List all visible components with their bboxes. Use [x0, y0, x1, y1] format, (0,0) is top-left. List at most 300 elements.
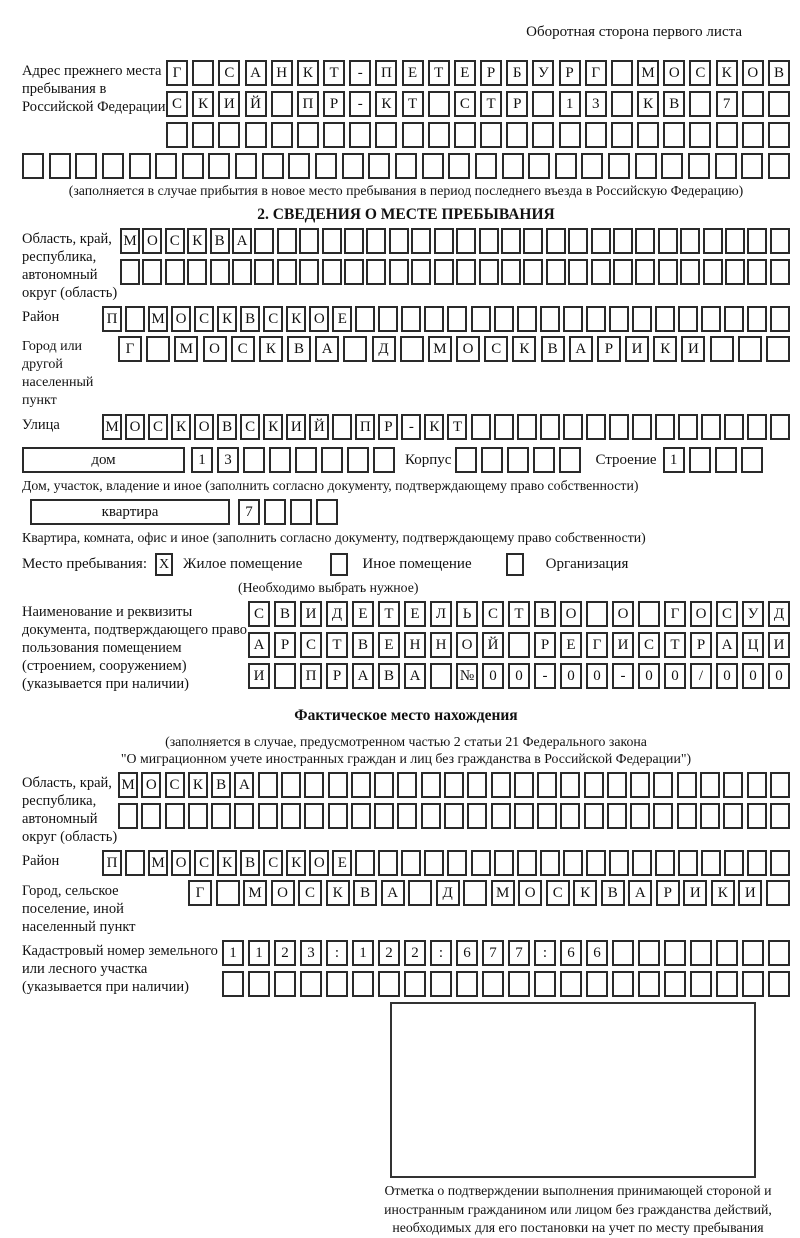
char-box[interactable]: С: [248, 601, 270, 627]
char-box[interactable]: И: [738, 880, 762, 906]
char-box[interactable]: [655, 414, 675, 440]
char-box[interactable]: [210, 259, 230, 285]
char-box[interactable]: [532, 122, 554, 148]
char-box[interactable]: П: [102, 850, 122, 876]
char-box[interactable]: [351, 772, 371, 798]
char-box[interactable]: [546, 228, 566, 254]
char-box[interactable]: С: [484, 336, 508, 362]
char-box[interactable]: [700, 803, 720, 829]
char-box[interactable]: А: [232, 228, 252, 254]
char-box[interactable]: [742, 122, 764, 148]
char-box[interactable]: Т: [447, 414, 467, 440]
char-box[interactable]: К: [512, 336, 536, 362]
char-box[interactable]: [182, 153, 204, 179]
char-box[interactable]: [344, 228, 364, 254]
char-box[interactable]: [585, 122, 607, 148]
char-box[interactable]: С: [165, 228, 185, 254]
char-box[interactable]: 6: [586, 940, 608, 966]
char-box[interactable]: [723, 772, 743, 798]
char-box[interactable]: [456, 971, 478, 997]
char-box[interactable]: [404, 971, 426, 997]
char-box[interactable]: [421, 803, 441, 829]
char-box[interactable]: [373, 447, 395, 473]
char-box[interactable]: Л: [430, 601, 452, 627]
char-box[interactable]: [428, 91, 450, 117]
char-box[interactable]: [560, 772, 580, 798]
char-box[interactable]: [430, 971, 452, 997]
char-box[interactable]: И: [286, 414, 306, 440]
char-box[interactable]: [637, 122, 659, 148]
char-box[interactable]: С: [165, 772, 185, 798]
char-box[interactable]: Т: [508, 601, 530, 627]
char-box[interactable]: [770, 228, 790, 254]
char-box[interactable]: И: [681, 336, 705, 362]
char-box[interactable]: [701, 306, 721, 332]
char-box[interactable]: [677, 772, 697, 798]
char-box[interactable]: Т: [323, 60, 345, 86]
char-box[interactable]: [591, 228, 611, 254]
char-box[interactable]: 6: [560, 940, 582, 966]
char-box[interactable]: [125, 306, 145, 332]
char-box[interactable]: Р: [597, 336, 621, 362]
char-box[interactable]: К: [711, 880, 735, 906]
char-box[interactable]: О: [612, 601, 634, 627]
char-box[interactable]: О: [690, 601, 712, 627]
char-box[interactable]: М: [243, 880, 267, 906]
char-box[interactable]: 2: [404, 940, 426, 966]
char-box[interactable]: Н: [271, 60, 293, 86]
char-box[interactable]: [434, 259, 454, 285]
char-box[interactable]: Д: [436, 880, 460, 906]
char-box[interactable]: А: [404, 663, 426, 689]
char-box[interactable]: [322, 228, 342, 254]
char-box[interactable]: [352, 971, 374, 997]
char-box[interactable]: [747, 772, 767, 798]
char-box[interactable]: Д: [372, 336, 396, 362]
char-box[interactable]: [281, 803, 301, 829]
char-box[interactable]: Г: [188, 880, 212, 906]
char-box[interactable]: [332, 414, 352, 440]
char-box[interactable]: [661, 153, 683, 179]
char-box[interactable]: В: [274, 601, 296, 627]
char-box[interactable]: О: [141, 772, 161, 798]
char-box[interactable]: Г: [586, 632, 608, 658]
char-box[interactable]: В: [211, 772, 231, 798]
char-box[interactable]: [75, 153, 97, 179]
char-box[interactable]: О: [171, 850, 191, 876]
char-box[interactable]: [481, 447, 503, 473]
char-box[interactable]: [222, 971, 244, 997]
char-box[interactable]: [142, 259, 162, 285]
char-box[interactable]: [560, 971, 582, 997]
char-box[interactable]: [456, 228, 476, 254]
char-box[interactable]: -: [349, 60, 371, 86]
char-box[interactable]: К: [424, 414, 444, 440]
char-box[interactable]: [766, 336, 790, 362]
char-box[interactable]: И: [683, 880, 707, 906]
char-box[interactable]: М: [174, 336, 198, 362]
char-box[interactable]: И: [300, 601, 322, 627]
char-box[interactable]: И: [612, 632, 634, 658]
char-box[interactable]: А: [315, 336, 339, 362]
char-box[interactable]: [546, 259, 566, 285]
char-box[interactable]: [454, 122, 476, 148]
char-box[interactable]: [612, 940, 634, 966]
char-box[interactable]: [700, 772, 720, 798]
char-box[interactable]: [768, 91, 790, 117]
char-box[interactable]: К: [259, 336, 283, 362]
char-box[interactable]: -: [349, 91, 371, 117]
char-box[interactable]: 0: [768, 663, 790, 689]
char-box[interactable]: [428, 122, 450, 148]
char-box[interactable]: [49, 153, 71, 179]
char-box[interactable]: [129, 153, 151, 179]
char-box[interactable]: В: [210, 228, 230, 254]
char-box[interactable]: [424, 850, 444, 876]
char-box[interactable]: [262, 153, 284, 179]
char-box[interactable]: [710, 336, 734, 362]
char-box[interactable]: [430, 663, 452, 689]
char-box[interactable]: С: [298, 880, 322, 906]
char-box[interactable]: Г: [118, 336, 142, 362]
char-box[interactable]: У: [742, 601, 764, 627]
char-box[interactable]: [271, 91, 293, 117]
char-box[interactable]: [523, 228, 543, 254]
char-box[interactable]: [290, 499, 312, 525]
char-box[interactable]: А: [381, 880, 405, 906]
char-box[interactable]: [517, 850, 537, 876]
char-box[interactable]: [248, 971, 270, 997]
char-box[interactable]: Р: [559, 60, 581, 86]
char-box[interactable]: [664, 971, 686, 997]
char-box[interactable]: [559, 122, 581, 148]
char-box[interactable]: [389, 228, 409, 254]
char-box[interactable]: [540, 850, 560, 876]
char-box[interactable]: [741, 447, 763, 473]
char-box[interactable]: [297, 122, 319, 148]
char-box[interactable]: У: [532, 60, 554, 86]
char-box[interactable]: [448, 153, 470, 179]
char-box[interactable]: [723, 803, 743, 829]
char-box[interactable]: [271, 122, 293, 148]
char-box[interactable]: К: [326, 880, 350, 906]
char-box[interactable]: Р: [480, 60, 502, 86]
char-box[interactable]: [315, 153, 337, 179]
char-box[interactable]: О: [271, 880, 295, 906]
char-box[interactable]: К: [286, 306, 306, 332]
char-box[interactable]: [609, 850, 629, 876]
char-box[interactable]: [586, 971, 608, 997]
char-box[interactable]: 1: [222, 940, 244, 966]
char-box[interactable]: [281, 772, 301, 798]
char-box[interactable]: [374, 803, 394, 829]
char-box[interactable]: [321, 447, 343, 473]
char-box[interactable]: 2: [274, 940, 296, 966]
char-box[interactable]: 1: [352, 940, 374, 966]
char-box[interactable]: М: [148, 306, 168, 332]
char-box[interactable]: К: [187, 228, 207, 254]
char-box[interactable]: [638, 971, 660, 997]
char-box[interactable]: [408, 880, 432, 906]
char-box[interactable]: [689, 91, 711, 117]
char-box[interactable]: [690, 971, 712, 997]
char-box[interactable]: [378, 306, 398, 332]
char-box[interactable]: [533, 447, 555, 473]
char-box[interactable]: И: [625, 336, 649, 362]
char-box[interactable]: Ь: [456, 601, 478, 627]
char-box[interactable]: Р: [534, 632, 556, 658]
char-box[interactable]: О: [663, 60, 685, 86]
char-box[interactable]: [494, 306, 514, 332]
char-box[interactable]: [401, 850, 421, 876]
char-box[interactable]: [612, 971, 634, 997]
char-box[interactable]: [192, 122, 214, 148]
char-box[interactable]: [540, 306, 560, 332]
char-box[interactable]: С: [482, 601, 504, 627]
char-box[interactable]: С: [689, 60, 711, 86]
char-box[interactable]: О: [194, 414, 214, 440]
char-box[interactable]: [770, 803, 790, 829]
char-box[interactable]: Б: [506, 60, 528, 86]
char-box[interactable]: [517, 414, 537, 440]
char-box[interactable]: 1: [191, 447, 213, 473]
char-box[interactable]: К: [716, 60, 738, 86]
char-box[interactable]: [677, 803, 697, 829]
char-box[interactable]: [506, 122, 528, 148]
char-box[interactable]: [366, 259, 386, 285]
char-box[interactable]: О: [456, 336, 480, 362]
char-box[interactable]: [395, 153, 417, 179]
char-box[interactable]: [607, 803, 627, 829]
char-box[interactable]: [434, 228, 454, 254]
char-box[interactable]: М: [148, 850, 168, 876]
char-box[interactable]: [724, 306, 744, 332]
char-box[interactable]: [378, 850, 398, 876]
char-box[interactable]: С: [716, 601, 738, 627]
char-box[interactable]: [635, 259, 655, 285]
char-box[interactable]: С: [194, 306, 214, 332]
char-box[interactable]: :: [326, 940, 348, 966]
char-box[interactable]: [703, 228, 723, 254]
checkbox-inoe[interactable]: [330, 553, 348, 576]
char-box[interactable]: Е: [560, 632, 582, 658]
char-box[interactable]: [295, 447, 317, 473]
char-box[interactable]: [635, 153, 657, 179]
char-box[interactable]: О: [125, 414, 145, 440]
char-box[interactable]: [401, 306, 421, 332]
char-box[interactable]: [471, 850, 491, 876]
char-box[interactable]: [747, 803, 767, 829]
apartment-type-input[interactable]: квартира: [30, 499, 230, 525]
char-box[interactable]: [188, 803, 208, 829]
char-box[interactable]: [701, 850, 721, 876]
char-box[interactable]: Н: [430, 632, 452, 658]
char-box[interactable]: Г: [585, 60, 607, 86]
char-box[interactable]: [397, 803, 417, 829]
char-box[interactable]: 7: [482, 940, 504, 966]
char-box[interactable]: 2: [378, 940, 400, 966]
char-box[interactable]: [770, 259, 790, 285]
char-box[interactable]: [444, 803, 464, 829]
char-box[interactable]: [690, 940, 712, 966]
char-box[interactable]: [328, 772, 348, 798]
char-box[interactable]: [501, 259, 521, 285]
char-box[interactable]: /: [690, 663, 712, 689]
char-box[interactable]: К: [637, 91, 659, 117]
char-box[interactable]: [463, 880, 487, 906]
char-box[interactable]: Р: [274, 632, 296, 658]
char-box[interactable]: [638, 601, 660, 627]
char-box[interactable]: [378, 971, 400, 997]
char-box[interactable]: [235, 153, 257, 179]
char-box[interactable]: В: [768, 60, 790, 86]
char-box[interactable]: [537, 772, 557, 798]
char-box[interactable]: [342, 153, 364, 179]
char-box[interactable]: [323, 122, 345, 148]
char-box[interactable]: П: [355, 414, 375, 440]
char-box[interactable]: С: [231, 336, 255, 362]
char-box[interactable]: [653, 772, 673, 798]
char-box[interactable]: О: [171, 306, 191, 332]
char-box[interactable]: [532, 91, 554, 117]
char-box[interactable]: С: [194, 850, 214, 876]
char-box[interactable]: [591, 259, 611, 285]
char-box[interactable]: В: [663, 91, 685, 117]
char-box[interactable]: [374, 772, 394, 798]
char-box[interactable]: 0: [508, 663, 530, 689]
char-box[interactable]: [411, 228, 431, 254]
char-box[interactable]: [165, 259, 185, 285]
char-box[interactable]: [347, 447, 369, 473]
char-box[interactable]: В: [240, 306, 260, 332]
char-box[interactable]: [467, 803, 487, 829]
char-box[interactable]: 3: [585, 91, 607, 117]
char-box[interactable]: 6: [456, 940, 478, 966]
char-box[interactable]: [120, 259, 140, 285]
char-box[interactable]: [724, 850, 744, 876]
char-box[interactable]: [471, 306, 491, 332]
char-box[interactable]: [274, 971, 296, 997]
char-box[interactable]: В: [217, 414, 237, 440]
char-box[interactable]: [586, 601, 608, 627]
char-box[interactable]: [560, 803, 580, 829]
char-box[interactable]: [389, 259, 409, 285]
char-box[interactable]: Р: [378, 414, 398, 440]
char-box[interactable]: В: [541, 336, 565, 362]
char-box[interactable]: [146, 336, 170, 362]
char-box[interactable]: [766, 880, 790, 906]
char-box[interactable]: М: [118, 772, 138, 798]
char-box[interactable]: 3: [217, 447, 239, 473]
checkbox-organizaciya[interactable]: [506, 553, 524, 576]
char-box[interactable]: 7: [238, 499, 260, 525]
char-box[interactable]: [716, 971, 738, 997]
char-box[interactable]: О: [518, 880, 542, 906]
char-box[interactable]: [523, 259, 543, 285]
char-box[interactable]: [607, 772, 627, 798]
char-box[interactable]: С: [454, 91, 476, 117]
char-box[interactable]: К: [573, 880, 597, 906]
char-box[interactable]: [635, 228, 655, 254]
char-box[interactable]: [689, 122, 711, 148]
char-box[interactable]: [479, 228, 499, 254]
char-box[interactable]: Е: [378, 632, 400, 658]
char-box[interactable]: А: [248, 632, 270, 658]
char-box[interactable]: И: [218, 91, 240, 117]
char-box[interactable]: [479, 259, 499, 285]
char-box[interactable]: [299, 259, 319, 285]
char-box[interactable]: [688, 153, 710, 179]
char-box[interactable]: 0: [716, 663, 738, 689]
char-box[interactable]: [322, 259, 342, 285]
char-box[interactable]: К: [286, 850, 306, 876]
char-box[interactable]: Е: [404, 601, 426, 627]
char-box[interactable]: [344, 259, 364, 285]
char-box[interactable]: [680, 228, 700, 254]
char-box[interactable]: [563, 414, 583, 440]
char-box[interactable]: Н: [404, 632, 426, 658]
char-box[interactable]: [741, 153, 763, 179]
char-box[interactable]: 0: [586, 663, 608, 689]
char-box[interactable]: [724, 414, 744, 440]
char-box[interactable]: Г: [664, 601, 686, 627]
house-type-input[interactable]: дом: [22, 447, 185, 473]
char-box[interactable]: [444, 772, 464, 798]
char-box[interactable]: [770, 772, 790, 798]
char-box[interactable]: С: [300, 632, 322, 658]
char-box[interactable]: [678, 414, 698, 440]
char-box[interactable]: Т: [480, 91, 502, 117]
char-box[interactable]: С: [638, 632, 660, 658]
char-box[interactable]: Т: [428, 60, 450, 86]
char-box[interactable]: [508, 632, 530, 658]
char-box[interactable]: М: [491, 880, 515, 906]
char-box[interactable]: В: [601, 880, 625, 906]
char-box[interactable]: -: [534, 663, 556, 689]
char-box[interactable]: -: [612, 663, 634, 689]
char-box[interactable]: [349, 122, 371, 148]
char-box[interactable]: [502, 153, 524, 179]
char-box[interactable]: [611, 60, 633, 86]
char-box[interactable]: Т: [664, 632, 686, 658]
char-box[interactable]: [716, 122, 738, 148]
char-box[interactable]: [456, 259, 476, 285]
char-box[interactable]: [517, 306, 537, 332]
char-box[interactable]: [494, 414, 514, 440]
char-box[interactable]: [118, 803, 138, 829]
char-box[interactable]: [422, 153, 444, 179]
char-box[interactable]: [254, 259, 274, 285]
char-box[interactable]: Е: [454, 60, 476, 86]
char-box[interactable]: В: [352, 632, 374, 658]
char-box[interactable]: П: [375, 60, 397, 86]
char-box[interactable]: [514, 772, 534, 798]
char-box[interactable]: [424, 306, 444, 332]
char-box[interactable]: [555, 153, 577, 179]
char-box[interactable]: С: [546, 880, 570, 906]
char-box[interactable]: Д: [768, 601, 790, 627]
char-box[interactable]: С: [148, 414, 168, 440]
char-box[interactable]: Е: [352, 601, 374, 627]
char-box[interactable]: 1: [248, 940, 270, 966]
char-box[interactable]: [581, 153, 603, 179]
char-box[interactable]: [508, 971, 530, 997]
char-box[interactable]: [630, 803, 650, 829]
char-box[interactable]: [747, 414, 767, 440]
char-box[interactable]: [534, 971, 556, 997]
char-box[interactable]: [716, 940, 738, 966]
char-box[interactable]: №: [456, 663, 478, 689]
